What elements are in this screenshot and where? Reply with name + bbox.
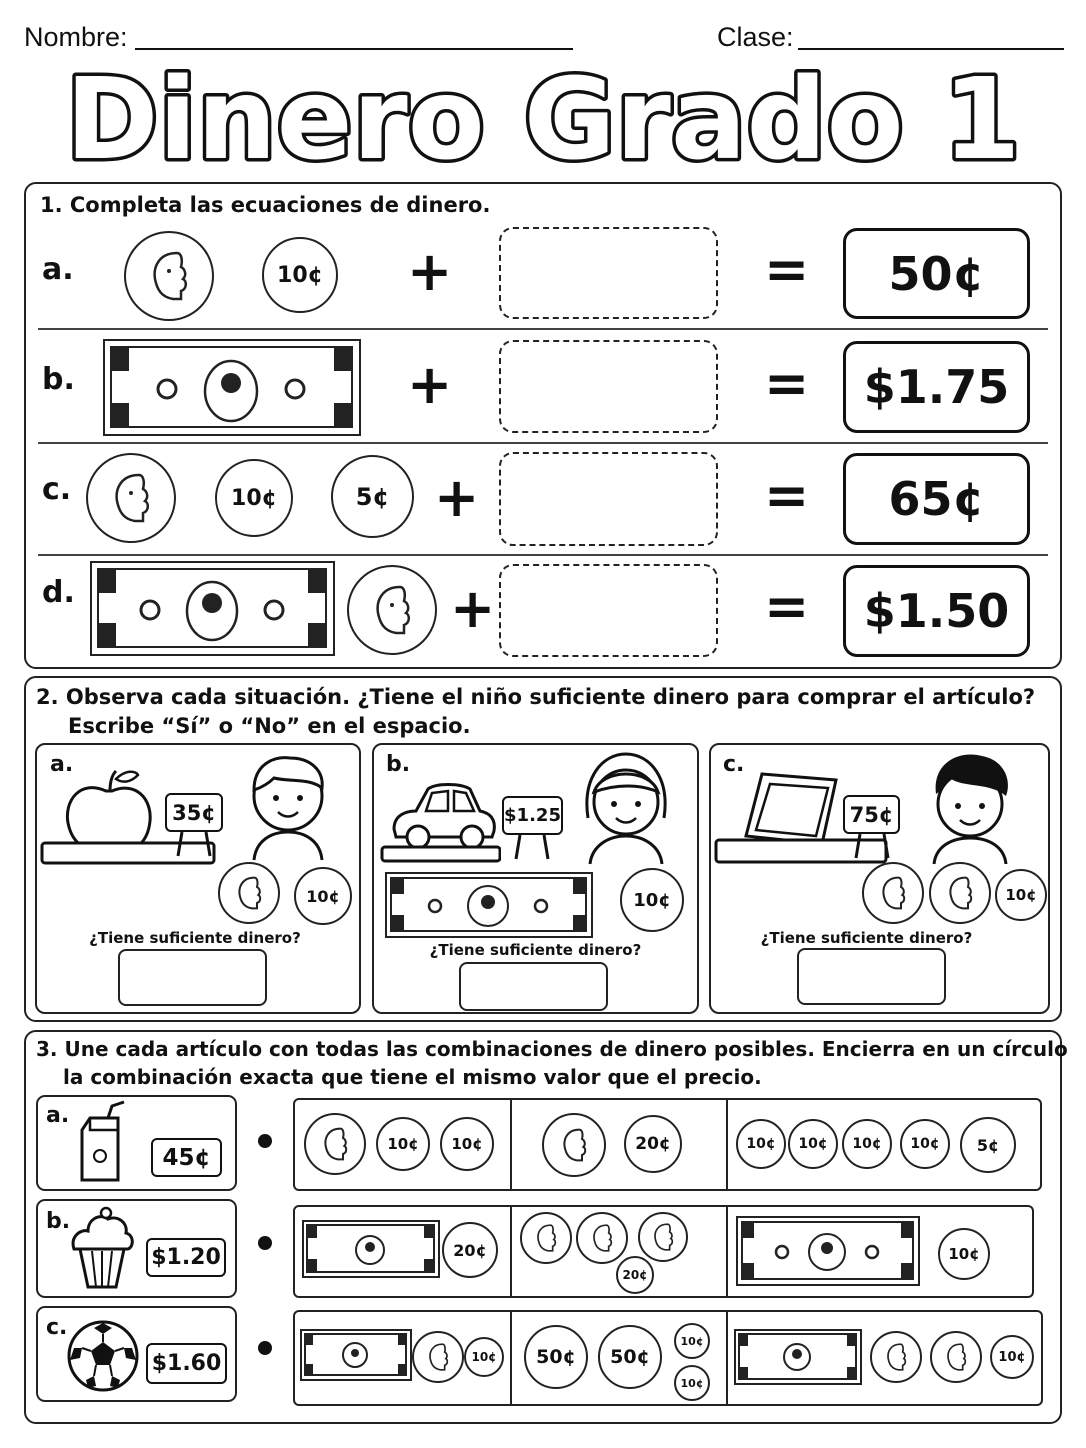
row-letter: b. bbox=[42, 362, 75, 397]
match-dot[interactable] bbox=[258, 1134, 272, 1148]
section-3-prompt-line2: la combinación exacta que tiene el mismo valor que el precio. bbox=[63, 1065, 762, 1089]
toy-car-icon bbox=[376, 775, 501, 865]
dollar-bill bbox=[103, 339, 361, 436]
answer-box-a[interactable] bbox=[118, 949, 267, 1006]
dime-coin: 10¢ bbox=[215, 459, 293, 537]
boy-icon bbox=[240, 748, 335, 863]
dollar-bill bbox=[300, 1329, 412, 1381]
dime-coin: 10¢ bbox=[938, 1228, 990, 1280]
nickel-coin: 5¢ bbox=[960, 1117, 1016, 1173]
quarter-coin bbox=[930, 1331, 982, 1383]
quarter-coin bbox=[347, 565, 437, 655]
quarter-coin bbox=[929, 862, 991, 924]
twenty-cent-coin: 20¢ bbox=[442, 1222, 498, 1278]
quarter-coin bbox=[86, 453, 176, 543]
twenty-cent-coin: 20¢ bbox=[624, 1115, 682, 1173]
row-divider bbox=[38, 554, 1048, 556]
row-divider bbox=[38, 328, 1048, 330]
row-letter: d. bbox=[42, 575, 75, 610]
equals-sign: = bbox=[764, 238, 810, 301]
answer-input-c[interactable] bbox=[499, 452, 718, 546]
cupcake-icon bbox=[66, 1203, 138, 1291]
dime-coin: 10¢ bbox=[900, 1119, 950, 1169]
girl-icon bbox=[576, 748, 676, 866]
plus-sign: + bbox=[407, 353, 453, 416]
name-label: Nombre: bbox=[24, 22, 128, 52]
dime-coin: 10¢ bbox=[294, 867, 352, 925]
target-amount: $1.75 bbox=[843, 341, 1030, 433]
quarter-coin bbox=[124, 231, 214, 321]
section-3-prompt-line1: 3. Une cada artículo con todas las combinaciones de dinero posibles. Encierra en un círculo bbox=[36, 1037, 1068, 1061]
page-title bbox=[0, 58, 1086, 178]
money-option[interactable] bbox=[294, 1099, 510, 1190]
dollar-bill bbox=[90, 561, 335, 656]
plus-sign: + bbox=[434, 466, 480, 529]
dime-coin: 10¢ bbox=[674, 1323, 710, 1359]
price-tag: 75¢ bbox=[843, 795, 900, 834]
money-option[interactable] bbox=[294, 1206, 510, 1297]
page-title-text: Dinero Grado 1 bbox=[65, 58, 1021, 178]
money-option[interactable] bbox=[512, 1206, 726, 1297]
quarter-coin bbox=[542, 1113, 606, 1177]
class-label: Clase: bbox=[717, 22, 794, 52]
equals-sign: = bbox=[764, 464, 810, 527]
quarter-coin bbox=[218, 862, 280, 924]
nickel-coin: 5¢ bbox=[331, 455, 414, 538]
dollar-bill bbox=[302, 1220, 440, 1278]
soccer-ball-icon bbox=[66, 1318, 140, 1394]
dime-coin: 10¢ bbox=[620, 868, 684, 932]
answer-input-d[interactable] bbox=[499, 564, 718, 657]
price-tag: 45¢ bbox=[151, 1138, 222, 1177]
fifty-cent-coin: 50¢ bbox=[524, 1325, 588, 1389]
price-tag: $1.20 bbox=[146, 1238, 226, 1277]
quarter-coin bbox=[304, 1113, 366, 1175]
money-option[interactable] bbox=[728, 1099, 1041, 1190]
plus-sign: + bbox=[407, 240, 453, 303]
section-2-prompt-line1: 2. Observa cada situación. ¿Tiene el niño suficiente dinero para comprar el artículo? bbox=[36, 685, 1036, 709]
dollar-bill bbox=[736, 1216, 920, 1286]
price-tag-stand-icon bbox=[174, 830, 214, 858]
plus-sign: + bbox=[450, 577, 496, 640]
juice-box-icon bbox=[72, 1100, 132, 1185]
equals-sign: = bbox=[764, 575, 810, 638]
quarter-coin bbox=[862, 862, 924, 924]
answer-box-b[interactable] bbox=[459, 962, 608, 1011]
class-field[interactable] bbox=[798, 48, 1064, 50]
section-1-prompt: 1. Completa las ecuaciones de dinero. bbox=[40, 193, 491, 217]
twenty-cent-coin: 20¢ bbox=[616, 1256, 654, 1294]
money-option[interactable] bbox=[294, 1311, 510, 1405]
name-field[interactable] bbox=[135, 48, 573, 50]
price-tag-stand-icon bbox=[512, 833, 552, 861]
panel-letter: c. bbox=[723, 752, 745, 777]
dollar-bill bbox=[385, 872, 593, 938]
item-letter: c. bbox=[46, 1315, 68, 1340]
money-option[interactable] bbox=[512, 1099, 726, 1190]
section-2-prompt-line2: Escribe “Sí” o “No” en el espacio. bbox=[68, 714, 471, 738]
dime-coin: 10¢ bbox=[440, 1117, 494, 1171]
row-letter: a. bbox=[42, 252, 74, 287]
row-letter: c. bbox=[42, 472, 72, 507]
target-amount: $1.50 bbox=[843, 565, 1030, 657]
dime-coin: 10¢ bbox=[674, 1365, 710, 1401]
quarter-coin bbox=[638, 1212, 688, 1262]
match-dot[interactable] bbox=[258, 1341, 272, 1355]
price-tag: 35¢ bbox=[165, 793, 223, 832]
panel-question: ¿Tiene suficiente dinero? bbox=[89, 929, 301, 947]
dime-coin: 10¢ bbox=[995, 869, 1047, 921]
item-letter: b. bbox=[46, 1209, 71, 1234]
target-amount: 50¢ bbox=[843, 228, 1030, 319]
price-tag: $1.25 bbox=[502, 796, 563, 835]
dollar-bill bbox=[734, 1329, 862, 1385]
panel-question: ¿Tiene suficiente dinero? bbox=[429, 941, 642, 959]
price-tag: $1.60 bbox=[146, 1343, 227, 1384]
quarter-coin bbox=[870, 1331, 922, 1383]
target-amount: 65¢ bbox=[843, 453, 1030, 545]
equals-sign: = bbox=[764, 352, 810, 415]
price-tag-stand-icon bbox=[852, 832, 892, 860]
dime-coin: 10¢ bbox=[990, 1335, 1034, 1379]
dime-coin: 10¢ bbox=[788, 1119, 838, 1169]
panel-letter: a. bbox=[50, 752, 74, 777]
row-divider bbox=[38, 442, 1048, 444]
dime-coin: 10¢ bbox=[464, 1337, 504, 1377]
dime-coin: 10¢ bbox=[842, 1119, 892, 1169]
answer-input-b[interactable] bbox=[499, 340, 718, 433]
panel-letter: b. bbox=[386, 752, 411, 777]
item-letter: a. bbox=[46, 1103, 70, 1128]
money-option[interactable] bbox=[728, 1206, 1033, 1297]
answer-input-a[interactable] bbox=[499, 227, 718, 319]
money-option[interactable] bbox=[512, 1311, 726, 1405]
dime-coin: 10¢ bbox=[736, 1119, 786, 1169]
dime-coin: 10¢ bbox=[376, 1117, 430, 1171]
boy-icon bbox=[920, 748, 1020, 866]
quarter-coin bbox=[520, 1212, 572, 1264]
quarter-coin bbox=[412, 1331, 464, 1383]
fifty-cent-coin: 50¢ bbox=[598, 1325, 662, 1389]
quarter-coin bbox=[576, 1212, 628, 1264]
answer-box-c[interactable] bbox=[797, 948, 946, 1005]
dime-coin: 10¢ bbox=[262, 237, 338, 313]
money-option[interactable] bbox=[728, 1311, 1042, 1405]
panel-question: ¿Tiene suficiente dinero? bbox=[760, 929, 973, 947]
match-dot[interactable] bbox=[258, 1236, 272, 1250]
